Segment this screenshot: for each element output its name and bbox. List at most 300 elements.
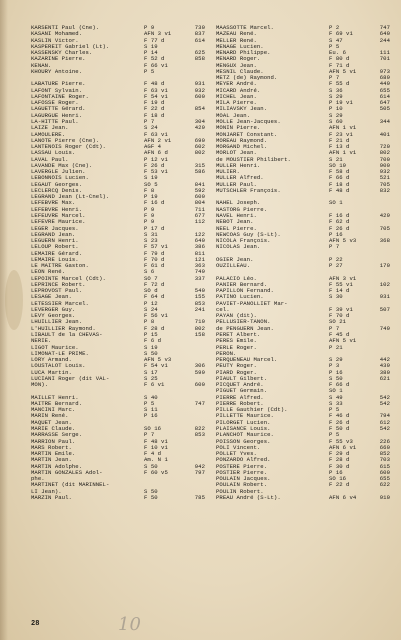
entry-name: LEGAUT Georges. <box>31 180 83 188</box>
entry-code: F 22 d <box>329 481 350 489</box>
entry-name: MULLER Alfred. <box>216 174 264 182</box>
entry-name: NERIE. <box>31 337 52 345</box>
entry-name: LEON René. <box>31 268 66 276</box>
entry-num: 858 <box>194 55 205 63</box>
entry-code: S 50 <box>144 462 158 470</box>
entry-name: MULIER. <box>216 168 240 176</box>
entry-num: 703 <box>379 456 390 464</box>
entry-name: PAPILLON Fernand. <box>216 287 274 295</box>
entry-code: F 21 d <box>329 136 350 144</box>
entry-num: 747 <box>194 399 205 407</box>
entry-code: F 29 d <box>329 450 350 458</box>
entry-num: 822 <box>194 425 205 432</box>
entry-num: 852 <box>379 450 390 458</box>
entry-code: F 50 d <box>329 425 350 432</box>
entry-num: 931 <box>379 293 390 301</box>
entry-num: 158 <box>194 331 205 339</box>
entry-num: 337 <box>194 274 205 282</box>
entry-num: 832 <box>379 186 390 194</box>
entry-code: S 17 <box>144 368 158 376</box>
entry-name: NEBOT Jean. <box>216 218 254 226</box>
entry-code: F 26 d <box>329 224 350 232</box>
entry-num: 386 <box>194 243 205 251</box>
entry-code: AFN 1 v1 <box>329 124 357 132</box>
entry-code: F 45 d <box>329 331 350 339</box>
entry-code: P 12 v1 <box>144 155 168 163</box>
entry-name: LEVY Georges. <box>31 312 76 320</box>
entry-num: 747 <box>379 24 390 31</box>
entry-code: P 9 <box>144 24 155 31</box>
entry-name: LABATURE Pierre. <box>31 80 86 88</box>
entry-name: MULLER Henri. <box>216 161 261 169</box>
entry-name: LUCA Martin. <box>31 368 72 376</box>
entry-code: F 26 d <box>329 418 350 426</box>
entry-name: MON). <box>31 381 49 389</box>
entry-code: P 2 <box>329 24 340 31</box>
entry-num: 660 <box>379 443 390 451</box>
entry-num: 439 <box>379 362 390 370</box>
entry-name: LEFEBVRE Max. <box>31 199 76 207</box>
entry-code: S 49 <box>329 393 343 401</box>
entry-name: PREAU André (S-Lt). <box>216 493 281 501</box>
entry-name: MAILLET Henri. <box>31 393 79 401</box>
entry-num: 690 <box>194 136 205 144</box>
entry-num: 900 <box>379 161 390 169</box>
entry-num: 401 <box>379 130 390 138</box>
entry-code: P 15 <box>144 331 158 339</box>
entry-name: MONIN Pierre. <box>216 124 261 132</box>
entry-code: S 36 <box>329 86 343 94</box>
entry-code: AFN 3 v1 <box>329 274 357 282</box>
entry-name: LAFONT Sylvain. <box>31 86 83 94</box>
entry-code: F 8 <box>144 186 155 194</box>
entry-num: 429 <box>379 211 390 219</box>
entry-code: P 21 <box>329 343 343 351</box>
entry-code: P 9 <box>144 205 155 213</box>
entry-name: MARTIN GONZALES Adol- <box>31 468 103 476</box>
entry-code: P 5 <box>144 67 155 75</box>
entry-name: NAVEL Henri. <box>216 211 257 219</box>
entry-code: F 57 v1 <box>144 243 168 251</box>
entry-code: F 6 d <box>144 337 162 345</box>
entry-code: F 71 d <box>329 61 350 69</box>
entry-name: LEVERGER Guy. <box>31 305 76 313</box>
entry-code: S 30 <box>329 293 343 301</box>
entry-code: AFN 5 v3 <box>144 356 172 364</box>
entry-code: P 17 d <box>144 224 165 232</box>
entry-name: MAZEAU René. <box>216 30 257 38</box>
entry-name: MAASSOTTE Marcel. <box>216 24 274 31</box>
entry-code: SO 1 <box>329 199 343 207</box>
entry-code: F 80 d <box>329 55 350 63</box>
entry-code: S 11 <box>144 406 158 414</box>
entry-num: 449 <box>379 80 390 88</box>
entry-num: 640 <box>194 237 205 245</box>
entry-code: F 54 v1 <box>144 92 168 100</box>
entry-name: L'HUILLIER Raymond. <box>31 324 96 332</box>
entry-name: NEWCOAS Guy (S-Lt). <box>216 230 281 238</box>
entry-code: F 10 v1 <box>144 443 168 451</box>
entry-name: MARIE Claude. <box>31 425 76 432</box>
entry-name: LEGUERN Henri. <box>31 237 79 245</box>
entry-name: LAVANDE Max (Cne). <box>31 161 93 169</box>
entry-num: 540 <box>194 287 205 295</box>
entry-name: PERLE Roger. <box>216 343 257 351</box>
entry-name: KASSENSKY Charles. <box>31 49 93 57</box>
entry-code: F 13 d <box>329 143 350 151</box>
entry-num: 615 <box>379 462 390 470</box>
entry-code: F 28 d <box>329 456 350 464</box>
entry-num: 811 <box>194 249 205 257</box>
entry-num: 785 <box>194 493 205 501</box>
entry-name: LEGER Jacques. <box>31 224 79 232</box>
entry-code: F 60 v5 <box>144 468 168 476</box>
entry-name: MAITRE Bernard. <box>31 399 83 407</box>
entry-code: AFN 5 v1 <box>329 67 357 75</box>
entry-name: POULAIN Jacques. <box>216 475 271 483</box>
entry-name: MARZIN Paul. <box>31 493 72 501</box>
entry-name: PIGUET Germain. <box>216 387 268 395</box>
entry-num: 622 <box>379 481 390 489</box>
entry-name: MARS Robert. <box>31 443 72 451</box>
entry-num: 600 <box>379 468 390 476</box>
entry-num: 705 <box>379 180 390 188</box>
entry-code: Eu. 6 <box>329 49 347 57</box>
entry-num: 442 <box>379 356 390 364</box>
entry-num: 931 <box>194 80 205 88</box>
entry-name: PIERRE Robert. <box>216 399 264 407</box>
entry-code: P 3 <box>329 362 340 370</box>
entry-name: LEFEUVRE Marcel. <box>31 211 86 219</box>
entry-num: 614 <box>194 36 205 44</box>
entry-name: MANCINI Marc. <box>31 406 76 414</box>
left-column <box>31 25 205 501</box>
entry-code: AFN 5 v1 <box>329 337 357 345</box>
entry-name: NEEL Pierre. <box>216 224 257 232</box>
entry-num: 170 <box>379 262 390 270</box>
entry-name: MORLOT Jean. <box>216 149 257 157</box>
paper-stain <box>5 270 23 330</box>
entry-name: POLLET Yves. <box>216 450 257 458</box>
entry-name: de PENGUERN Jean. <box>216 324 274 332</box>
entry-num: 602 <box>194 143 205 151</box>
page-number: 28 <box>31 620 40 628</box>
entry-name: LEPRINCE Robert. <box>31 280 86 288</box>
directory-entry <box>31 495 205 501</box>
entry-num: 797 <box>194 468 205 476</box>
entry-num: 655 <box>379 86 390 94</box>
entry-num: 802 <box>194 324 205 332</box>
entry-code: F 55 v1 <box>329 280 353 288</box>
entry-name: MARRASSE Serge. <box>31 431 83 439</box>
entry-name: NICOLAS Jean. <box>216 243 261 251</box>
entry-code: P 16 <box>144 412 158 420</box>
entry-name: LAMOULERE. <box>31 130 66 138</box>
entry-name: KASLIN Victor. <box>31 36 79 44</box>
entry-name: MARTIN Emile. <box>31 450 76 458</box>
entry-name: LHUILLIER Jean. <box>31 318 83 326</box>
entry-name: PAVIET-PANOLLIET Mar- <box>216 299 288 307</box>
entry-code: S 6 <box>144 268 155 276</box>
entry-num: 102 <box>379 280 390 288</box>
entry-code: F 53 v1 <box>144 168 168 176</box>
entry-code: SO 19 <box>329 161 347 169</box>
entry-code: F 16 d <box>144 199 165 207</box>
entry-name: NAHEL Joseph. <box>216 199 261 207</box>
entry-num: 612 <box>379 418 390 426</box>
entry-name: MARTINET (dit MARINNEL- <box>31 481 110 489</box>
entry-name: LELOUP Robert. <box>31 243 79 251</box>
entry-code: P 19 v1 <box>329 99 353 107</box>
entry-code: SO 7 <box>144 274 158 282</box>
entry-name: MICHEL Jean. <box>216 92 257 100</box>
entry-code: F 66 d <box>329 174 350 182</box>
entry-num: 910 <box>379 493 390 501</box>
entry-code: F 16 d <box>329 211 350 219</box>
entry-num: 241 <box>194 305 205 313</box>
entry-name: MENARD Philippe. <box>216 49 271 57</box>
entry-code: P 5 <box>329 431 340 439</box>
entry-code: S 24 <box>144 305 158 313</box>
entry-name: LEGRAND Jean. <box>31 230 76 238</box>
entry-code: S 50 <box>329 374 343 382</box>
entry-code: P 16 <box>329 468 343 476</box>
entry-name: LEPROVOST Paul. <box>31 287 83 295</box>
entry-code: S 47 <box>329 36 343 44</box>
entry-num: 121 <box>194 255 205 263</box>
entry-num: 621 <box>379 374 390 382</box>
entry-name: POISSON Georges. <box>216 437 271 445</box>
entry-name: PERON. <box>216 349 237 357</box>
entry-name: MOLLE Jean-Jacques. <box>216 117 281 125</box>
entry-code: F 22 d <box>144 105 165 113</box>
entry-name: LAVAL Paul. <box>31 155 69 163</box>
entry-name: KHOURY Antoine. <box>31 67 83 75</box>
entry-num: 853 <box>194 299 205 307</box>
entry-num: 304 <box>194 117 205 125</box>
entry-name: MILIAVSKY Jean. <box>216 105 268 113</box>
entry-num: 625 <box>194 49 205 57</box>
entry-code: AGF 4 <box>144 143 162 151</box>
entry-code: AFN 1 v1 <box>329 149 357 157</box>
entry-code: F 23 v1 <box>329 130 353 138</box>
entry-code: F 64 d <box>144 293 165 301</box>
entry-num: 689 <box>379 74 390 82</box>
entry-num: 655 <box>379 475 390 483</box>
entry-num: 749 <box>194 268 205 276</box>
entry-name: MOREAU Raymond. <box>216 136 268 144</box>
entry-code: F 4 d <box>144 450 162 458</box>
entry-name: PALACIO Léo. <box>216 274 257 282</box>
entry-code: S 29 <box>329 92 343 100</box>
entry-code: P 10 <box>329 105 343 113</box>
entry-code: S 40 <box>144 393 158 401</box>
entry-name: LA-HITTE Paul. <box>31 117 79 125</box>
entry-name: MENGUX Jean. <box>216 61 257 69</box>
entry-name: KASPEREIT Gabriel (Lt). <box>31 42 110 50</box>
entry-name: LASSAU Louis. <box>31 149 76 157</box>
entry-num: 244 <box>379 36 390 44</box>
entry-code: F 72 d <box>144 280 165 288</box>
entry-code: F 55 v3 <box>329 437 353 445</box>
entry-code: P 19 <box>144 193 158 201</box>
entry-code: P 5 <box>329 406 340 414</box>
entry-name: PERQUENEAU Marcel. <box>216 356 278 364</box>
entry-num: 600 <box>194 92 205 100</box>
entry-num: 942 <box>194 462 205 470</box>
entry-name: LAVERGLE Julien. <box>31 168 86 176</box>
entry-name: LI Jean). <box>31 487 62 495</box>
entry-code: F 69 v1 <box>329 30 353 38</box>
entry-name: MESNIL Claude. <box>216 67 264 75</box>
entry-num: 542 <box>379 425 390 432</box>
entry-code: AFN 3 v1 <box>144 30 172 38</box>
entry-name: MUTSCHLER François. <box>216 186 281 194</box>
entry-code: AFN 6 d <box>144 149 168 157</box>
entry-code: F 39 v1 <box>329 305 353 313</box>
entry-name: KENAN. <box>31 61 52 69</box>
entry-name: MARRION Paul. <box>31 437 76 445</box>
entry-name: MARIN René. <box>31 412 69 420</box>
entry-name: LORY Armand. <box>31 356 72 364</box>
entry-num: 306 <box>194 362 205 370</box>
entry-code: P 7 <box>329 74 340 82</box>
entry-num: 804 <box>194 199 205 207</box>
entry-code: F 52 d <box>144 55 165 63</box>
entry-code: SO d <box>144 287 158 295</box>
entry-code: F 28 d <box>144 324 165 332</box>
entry-name: LOUSTALOT Louis. <box>31 362 86 370</box>
entry-code: S 50 <box>144 487 158 495</box>
entry-code: AFN 6 v4 <box>329 493 357 501</box>
entry-num: 932 <box>194 86 205 94</box>
entry-code: S 19 <box>144 343 158 351</box>
entry-name: MARTIN Jean. <box>31 456 72 464</box>
entry-name: MICARD André. <box>216 86 261 94</box>
entry-code: P 8 <box>144 318 155 326</box>
entry-num: 677 <box>194 211 205 219</box>
entry-code: F 48 d <box>144 80 165 88</box>
entry-code: P 7 <box>329 243 340 251</box>
entry-name: LEPOINTE Marcel (Cdt). <box>31 274 106 282</box>
entry-num: 592 <box>194 186 205 194</box>
entry-name: OGIER Jean. <box>216 255 254 263</box>
directory-entry <box>216 495 392 501</box>
entry-code: F 66 v1 <box>144 61 168 69</box>
entry-name: MELLER René. <box>216 36 257 44</box>
entry-code: S 31 <box>144 230 158 238</box>
entry-code: F 70 d <box>144 255 165 263</box>
entry-name: de MOUSTIER Philibert. <box>216 155 291 163</box>
entry-code: F 19 d <box>144 99 165 107</box>
entry-code: F 48 d <box>329 186 350 194</box>
entry-name: POULAIN Robert. <box>216 481 268 489</box>
entry-code: F 30 d <box>329 462 350 470</box>
entry-name: LIMONAT-LE PRIME. <box>31 349 89 357</box>
entry-code: P 22 <box>329 255 343 263</box>
entry-num: 802 <box>194 149 205 157</box>
entry-num: 647 <box>379 99 390 107</box>
entry-name: PONZARDO Alfred. <box>216 456 271 464</box>
entry-name: KARSENTI Paul (Cne). <box>31 24 100 31</box>
entry-code: F 58 d <box>329 168 350 176</box>
entry-code: P 7 <box>144 431 155 439</box>
entry-num: 600 <box>194 193 205 201</box>
entry-code: S 29 <box>329 356 343 364</box>
entry-name: LAFOSSE Roger. <box>31 99 79 107</box>
entry-code: P 5 <box>329 42 340 50</box>
entry-num: 112 <box>194 218 205 226</box>
entry-code: S 60 <box>329 117 343 125</box>
entry-num: 586 <box>194 168 205 176</box>
entry-code: P 16 <box>329 368 343 376</box>
entry-num: 730 <box>194 24 205 31</box>
entry-code: F 48 v1 <box>144 437 168 445</box>
entry-num: 973 <box>379 67 390 75</box>
entry-num: 932 <box>379 168 390 176</box>
entry-code: F 18 d <box>144 111 165 119</box>
entry-name: KAZARINE Pierre. <box>31 55 86 63</box>
entry-num: 111 <box>379 49 390 57</box>
entry-name: LANTENOIS Roger (Cdt). <box>31 143 106 151</box>
entry-num: 853 <box>194 431 205 439</box>
entry-name: NASTORG Pierre. <box>216 205 268 213</box>
entry-code: AFN 6 v1 <box>329 443 357 451</box>
pencil-mark: 10 <box>118 614 141 635</box>
entry-num: 368 <box>379 237 390 245</box>
entry-name: MENARD Roger. <box>216 55 261 63</box>
entry-name: LESAGE Jean. <box>31 293 72 301</box>
entry-num: 521 <box>379 174 390 182</box>
entry-num: 700 <box>379 155 390 163</box>
entry-name: PILLETTE Maurice. <box>216 412 274 420</box>
entry-name: LECLERCQ Denis. <box>31 186 83 194</box>
entry-code: F 62 d <box>329 218 350 226</box>
entry-code: P 14 <box>144 49 158 57</box>
entry-name: PICQUET André. <box>216 381 264 389</box>
entry-code: P 9 <box>144 218 155 226</box>
entry-num: 344 <box>379 117 390 125</box>
entry-code: F 70 d <box>329 312 350 320</box>
entry-name: POSTERE Pierre. <box>216 462 268 470</box>
entry-code: F 54 v1 <box>144 362 168 370</box>
entry-num: 542 <box>379 393 390 401</box>
entry-code: F 14 d <box>329 287 350 295</box>
entry-name: LAGURGUE Henri. <box>31 111 83 119</box>
entry-name: PLAISANCE Louis. <box>216 425 271 432</box>
entry-code: Am. N 1 <box>144 456 168 464</box>
entry-num: 794 <box>379 412 390 420</box>
entry-code: F 55 d <box>329 80 350 88</box>
entry-code: S 29 <box>329 111 343 119</box>
entry-code: F 56 v1 <box>144 312 168 320</box>
entry-name: LE MAITRE Gaston. <box>31 262 89 270</box>
entry-name: POULIN Robert. <box>216 487 264 495</box>
entry-code: F 46 d <box>329 412 350 420</box>
entry-name: LUCIANI Roger (dit VAL- <box>31 374 110 382</box>
entry-name: LEFEVRE Maurice. <box>31 218 86 226</box>
entry-name: PATINO Lucien. <box>216 293 264 301</box>
entry-code: F 63 v1 <box>144 86 168 94</box>
entry-name: MONJARET Constant. <box>216 130 278 138</box>
entry-code: SO 16 <box>144 425 162 432</box>
entry-code: F 77 d <box>144 36 165 44</box>
entry-name: PIERRE Alfred. <box>216 393 264 401</box>
entry-num: 315 <box>194 161 205 169</box>
entry-name: PELLUSIER-TANON. <box>216 318 271 326</box>
entry-num: 507 <box>379 305 390 313</box>
entry-name: POSTIER Pierre. <box>216 468 268 476</box>
